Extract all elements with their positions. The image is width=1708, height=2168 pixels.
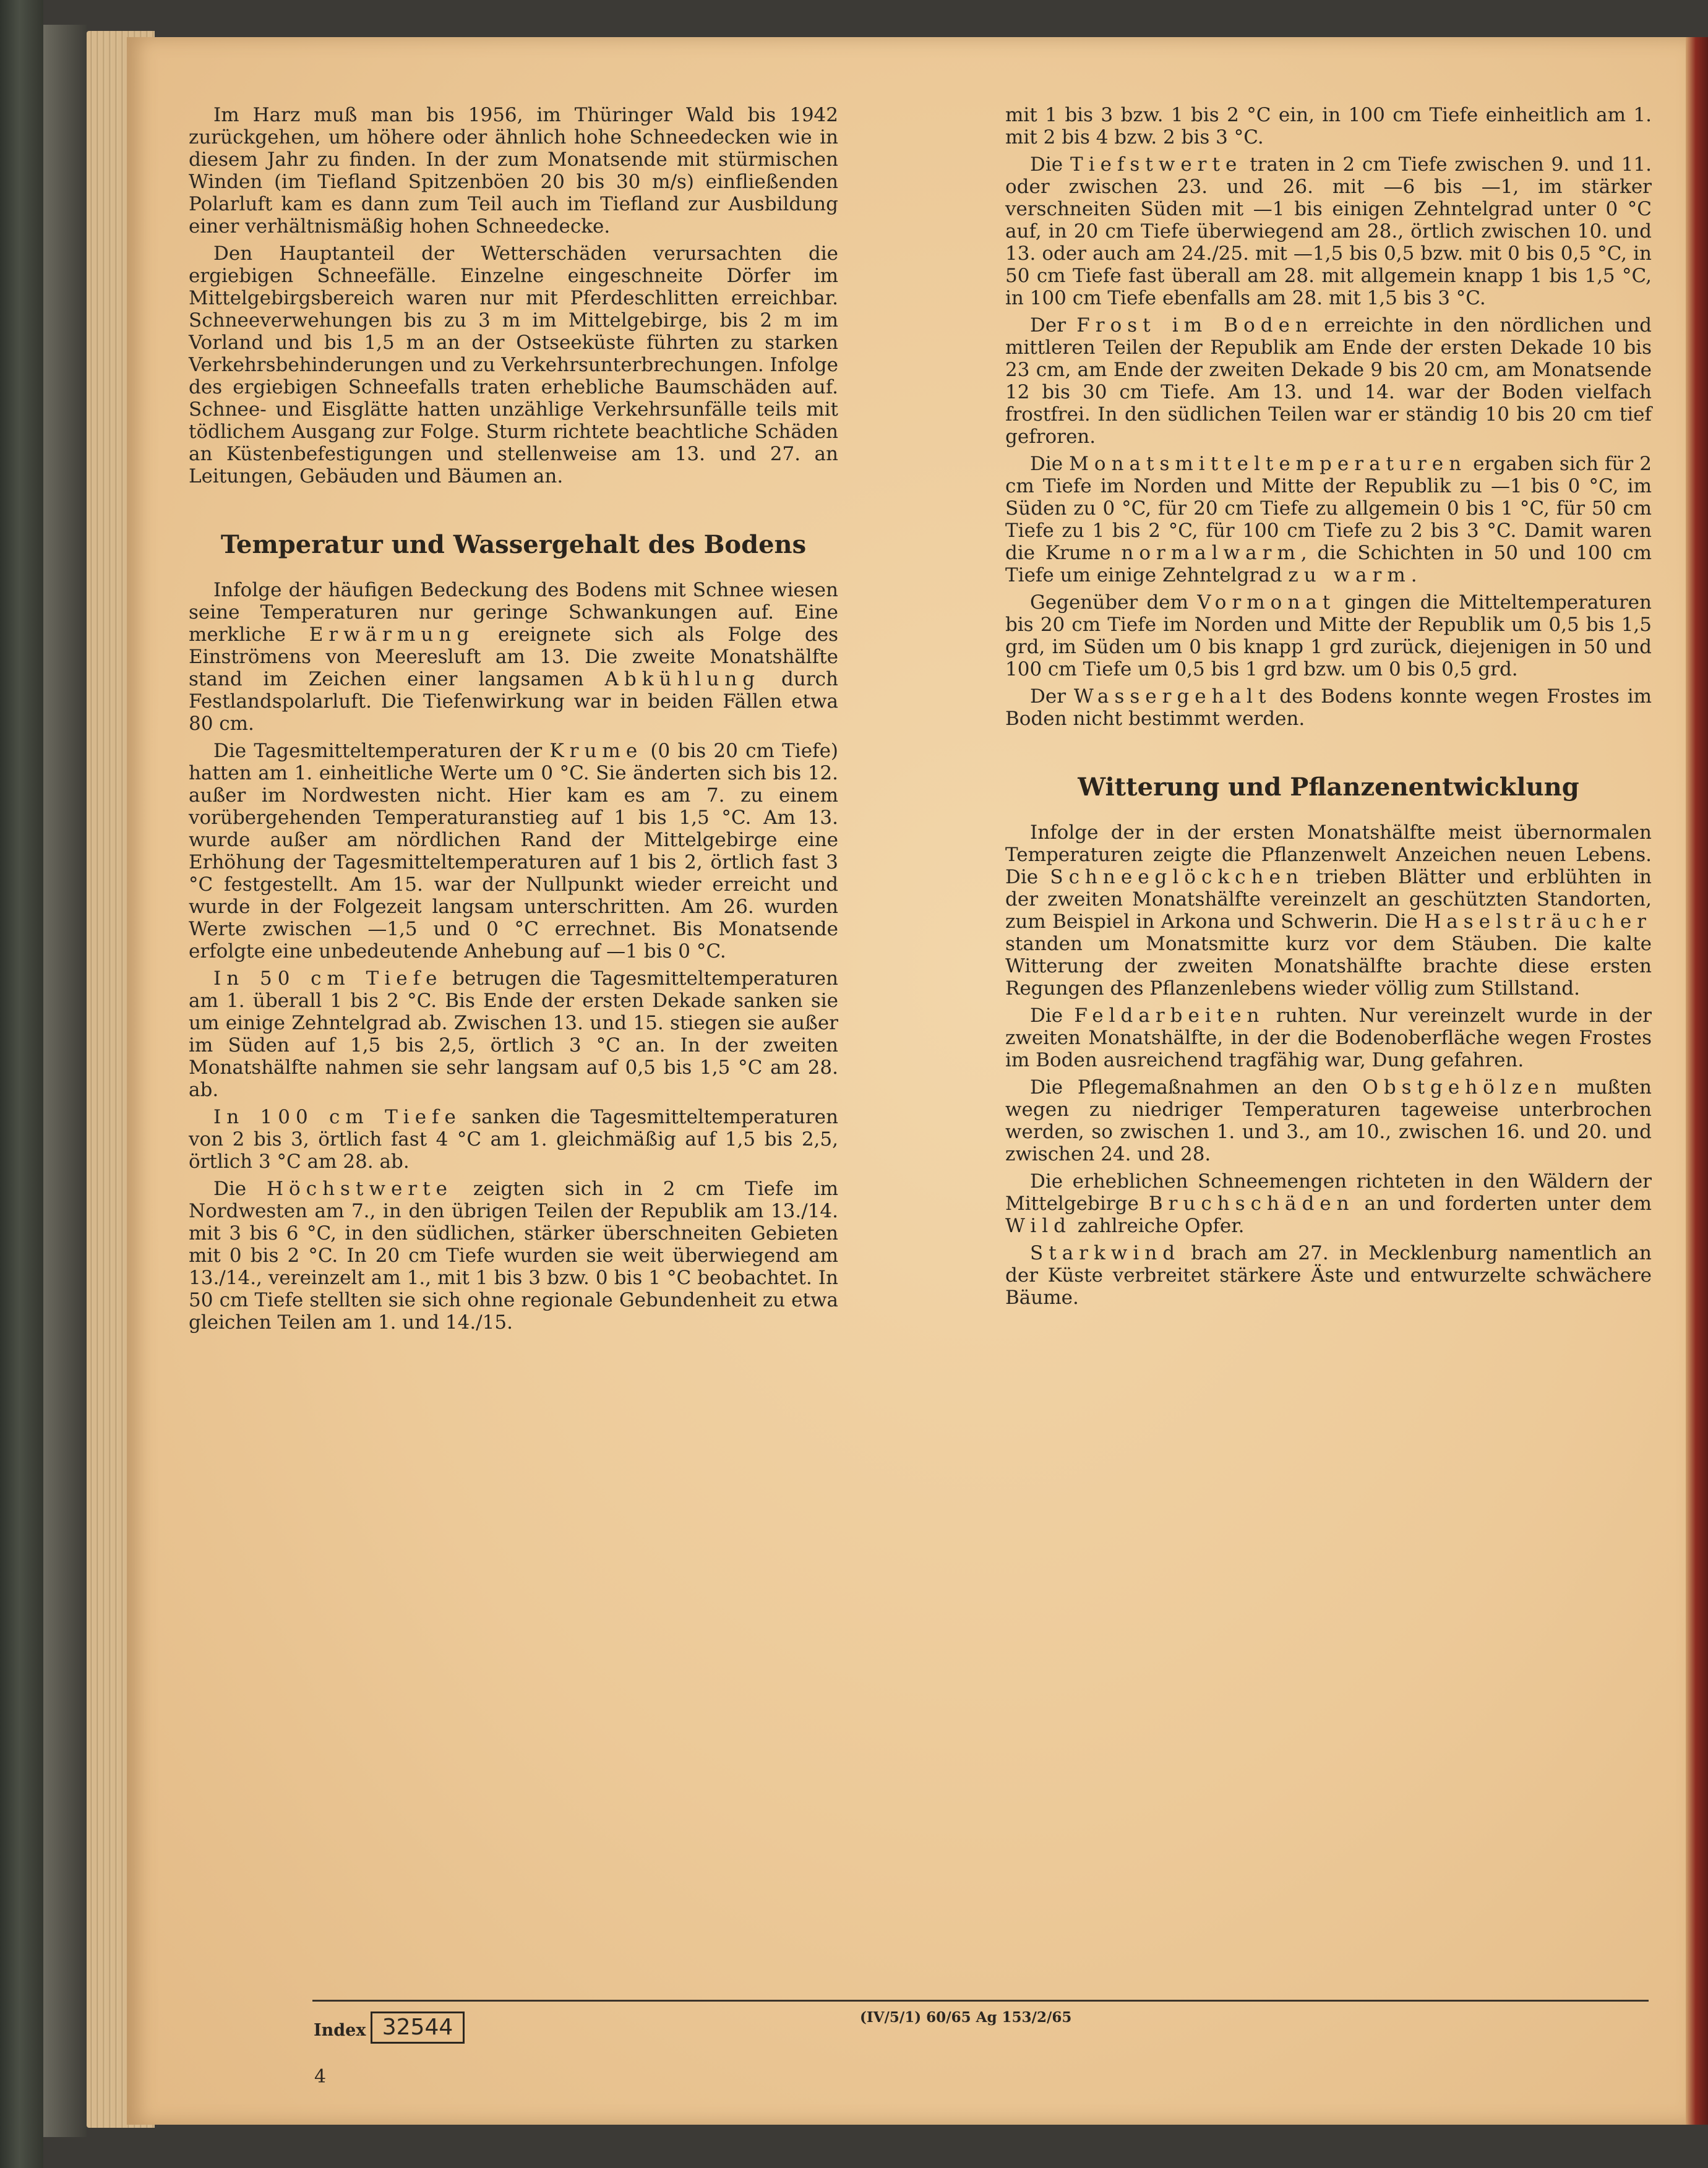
paragraph: Infolge der in der ersten Monatshälfte meist übernormalen Temperaturen zeigte die Pflanzenwelt Anzeichen neuen Lebens. Die Schneeglöckchen trieben Blätter und erblühten in der zweiten Monatshälfte vereinzelt an geschützten Standorten, zum Beispiel in Arkona und Schwerin. Die Haselsträucher standen um Monatsmitte kurz vor dem Stäuben. Die kalte Witterung der zweiten Monatshälfte brachte diese ersten Regungen des Pflanzenlebens wieder völlig zum Stillstand.: [1005, 821, 1652, 1000]
page-number: 4: [314, 2066, 327, 2088]
paragraph: Die Tagesmitteltemperaturen der Krume (0 bis 20 cm Tiefe) hatten am 1. einheitliche Werte um 0 °C. Sie änderten sich bis 12. außer im Nordwesten nicht. Hier kam es am 7. zu einem vorübergehenden Temperaturanstieg auf 1 bis 1,5 °C. Am 13. wurde außer am nördlichen Rand der Mittelgebirge eine Erhöhung der Tagesmitteltemperaturen auf 1 bis 2, örtlich fast 3 °C festgestellt. Am 15. war der Nullpunkt wieder erreicht und wurde in der Folgezeit langsam unterschritten. Am 26. wurden Werte zwischen —1,5 und 0 °C errechnet. Bis Monatsende erfolgte eine unbedeutende Anhebung auf —1 bis 0 °C.: [189, 740, 839, 962]
paragraph: Der Wassergehalt des Bodens konnte wegen Frostes im Boden nicht bestimmt werden.: [1005, 685, 1652, 730]
paragraph: Die Pflegemaßnahmen an den Obstgehölzen mußten wegen zu niedriger Temperaturen tageweise unterbrochen werden, so zwischen 1. und 3., am 10., zwischen 16. und 20. und zwischen 24. und 28.: [1005, 1076, 1652, 1165]
paragraph: Die Feldarbeiten ruhten. Nur vereinzelt wurde in der zweiten Monatshälfte, in der die Bodenoberfläche wegen Frostes im Boden ausreichend tragfähig war, Dung gefahren.: [1005, 1005, 1652, 1071]
footer-divider: [312, 2000, 1649, 2002]
section-heading-soil-temperature: Temperatur und Wassergehalt des Bodens: [220, 530, 807, 559]
book-cover-edge: [43, 25, 87, 2137]
paragraph: Die erheblichen Schneemengen richteten in den Wäldern der Mittelgebirge Bruchschäden an und forderten unter dem Wild zahlreiche Opfer.: [1005, 1170, 1652, 1237]
paragraph: Die Höchstwerte zeigten sich in 2 cm Tiefe im Nordwesten am 7., in den übrigen Teilen der Republik am 13./14. mit 3 bis 6 °C, in den südlichen, stärker überschneiten Gebieten mit 0 bis 2 °C. In 20 cm Tiefe wurden sie weit überwiegend am 13./14., vereinzelt am 1., mit 1 bis 3 bzw. 0 bis 1 °C beobachtet. In 50 cm Tiefe stellten sie sich ohne regionale Gebundenheit zu etwa gleichen Teilen am 1. und 14./15.: [189, 1178, 838, 1334]
section-heading-plant-development: Witterung und Pflanzenentwicklung: [1078, 773, 1579, 802]
paragraph: In 100 cm Tiefe sanken die Tagesmitteltemperaturen von 2 bis 3, örtlich fast 4 °C am 1. gleichmäßig auf 1,5 bis 2,5, örtlich 3 °C am 28. ab.: [189, 1106, 838, 1173]
right-column: [1005, 104, 1652, 1314]
paragraph: mit 1 bis 3 bzw. 1 bis 2 °C ein, in 100 cm Tiefe einheitlich am 1. mit 2 bis 4 bzw. 2 bis 3 °C.: [1005, 104, 1652, 148]
paragraph: In 50 cm Tiefe betrugen die Tagesmitteltemperaturen am 1. überall 1 bis 2 °C. Bis Ende der ersten Dekade sanken sie um einige Zehntelgrad ab. Zwischen 13. und 15. stiegen sie außer im Süden auf 1,5 bis 2,5, örtlich 3 °C an. In der zweiten Monatshälfte nahmen sie sehr langsam auf 0,5 bis 1,5 °C am 28. ab.: [189, 967, 838, 1101]
paragraph: Den Hauptanteil der Wetterschäden verursachten die ergiebigen Schneefälle. Einzelne eingeschneite Dörfer im Mittelgebirgsbereich waren nur mit Pferdeschlitten erreichbar. Schneeverwehungen bis zu 3 m im Mittelgebirge, bis 2 m im Vorland und bis 1,5 m an der Ostseeküste führten zu starken Verkehrsbehinderungen und zu Verkehrsunterbrechungen. Infolge des ergiebigen Schneefalls traten erhebliche Baumschäden auf. Schnee- und Eisglätte hatten unzählige Verkehrsunfälle teils mit tödlichem Ausgang zur Folge. Sturm richtete beachtliche Schäden an Küstenbefestigungen und stellenweise am 13. und 27. an Leitungen, Gebäuden und Bäumen an.: [189, 242, 838, 487]
left-column: [189, 104, 838, 1339]
paragraph: Infolge der häufigen Bedeckung des Bodens mit Schnee wiesen seine Temperaturen nur geringe Schwankungen auf. Eine merkliche Erwärmung ereignete sich als Folge des Einströmens von Meeresluft am 13. Die zweite Monatshälfte stand im Zeichen einer langsamen Abkühlung durch Festlandspolarluft. Die Tiefenwirkung war in beiden Fällen etwa 80 cm.: [189, 579, 839, 735]
facing-page-edge: [1686, 37, 1708, 2125]
book-spine: [0, 0, 43, 2168]
paragraph: Der Frost im Boden erreichte in den nördlichen und mittleren Teilen der Republik am Ende der ersten Dekade 10 bis 23 cm, am Ende der zweiten Dekade 9 bis 20 cm, am Monatsende 12 bis 30 cm Tiefe. Am 13. und 14. war der Boden vielfach frostfrei. In den südlichen Teilen war er ständig 10 bis 20 cm tief gefroren.: [1005, 314, 1652, 448]
paragraph: Gegenüber dem Vormonat gingen die Mitteltemperaturen bis 20 cm Tiefe im Norden und Mitte der Republik um 0,5 bis 1,5 grd, im Süden um 0 bis knapp 1 grd zurück, diejenigen in 50 und 100 cm Tiefe um 0,5 bis 1 grd bzw. um 0 bis 0,5 grd.: [1005, 591, 1652, 680]
paragraph: Die Tiefstwerte traten in 2 cm Tiefe zwischen 9. und 11. oder zwischen 23. und 26. mit —6 bis —1, im stärker verschneiten Süden mit —1 bis einigen Zehntelgrad unter 0 °C auf, in 20 cm Tiefe überwiegend am 28., örtlich zwischen 10. und 13. oder auch am 24./25. mit —1,5 bis 0,5 bzw. mit 0 bis 0,5 °C, in 50 cm Tiefe fast überall am 28. mit allgemein knapp 1 bis 1,5 °C, in 100 cm Tiefe ebenfalls am 28. mit 1,5 bis 3 °C.: [1005, 153, 1652, 309]
paragraph: Die Monatsmitteltemperaturen ergaben sich für 2 cm Tiefe im Norden und Mitte der Republik zu —1 bis 0 °C, im Süden zu 0 °C, für 20 cm Tiefe zu allgemein 0 bis 1 °C, für 50 cm Tiefe zu 1 bis 2 °C, für 100 cm Tiefe zu 2 bis 3 °C. Damit waren die Krume normalwarm, die Schichten in 50 und 100 cm Tiefe um einige Zehntelgrad zu warm.: [1005, 453, 1652, 586]
paragraph: Starkwind brach am 27. in Mecklenburg namentlich an der Küste verbreitet stärkere Äste und entwurzelte schwächere Bäume.: [1005, 1242, 1652, 1309]
paragraph: Im Harz muß man bis 1956, im Thüringer Wald bis 1942 zurückgehen, um höhere oder ähnlich hohe Schneedecken wie in diesem Jahr zu finden. In der zum Monatsende mit stürmischen Winden (im Tiefland Spitzenböen 20 bis 30 m/s) einfließenden Polarluft kam es dann zum Teil auch im Tiefland zur Ausbildung einer verhältnismäßig hohen Schneedecke.: [189, 104, 838, 238]
index-number-box: 32544: [371, 2012, 465, 2044]
index-label: Index: [314, 2021, 366, 2040]
print-code: (IV/5/1) 60/65 Ag 153/2/65: [860, 2009, 1072, 2026]
